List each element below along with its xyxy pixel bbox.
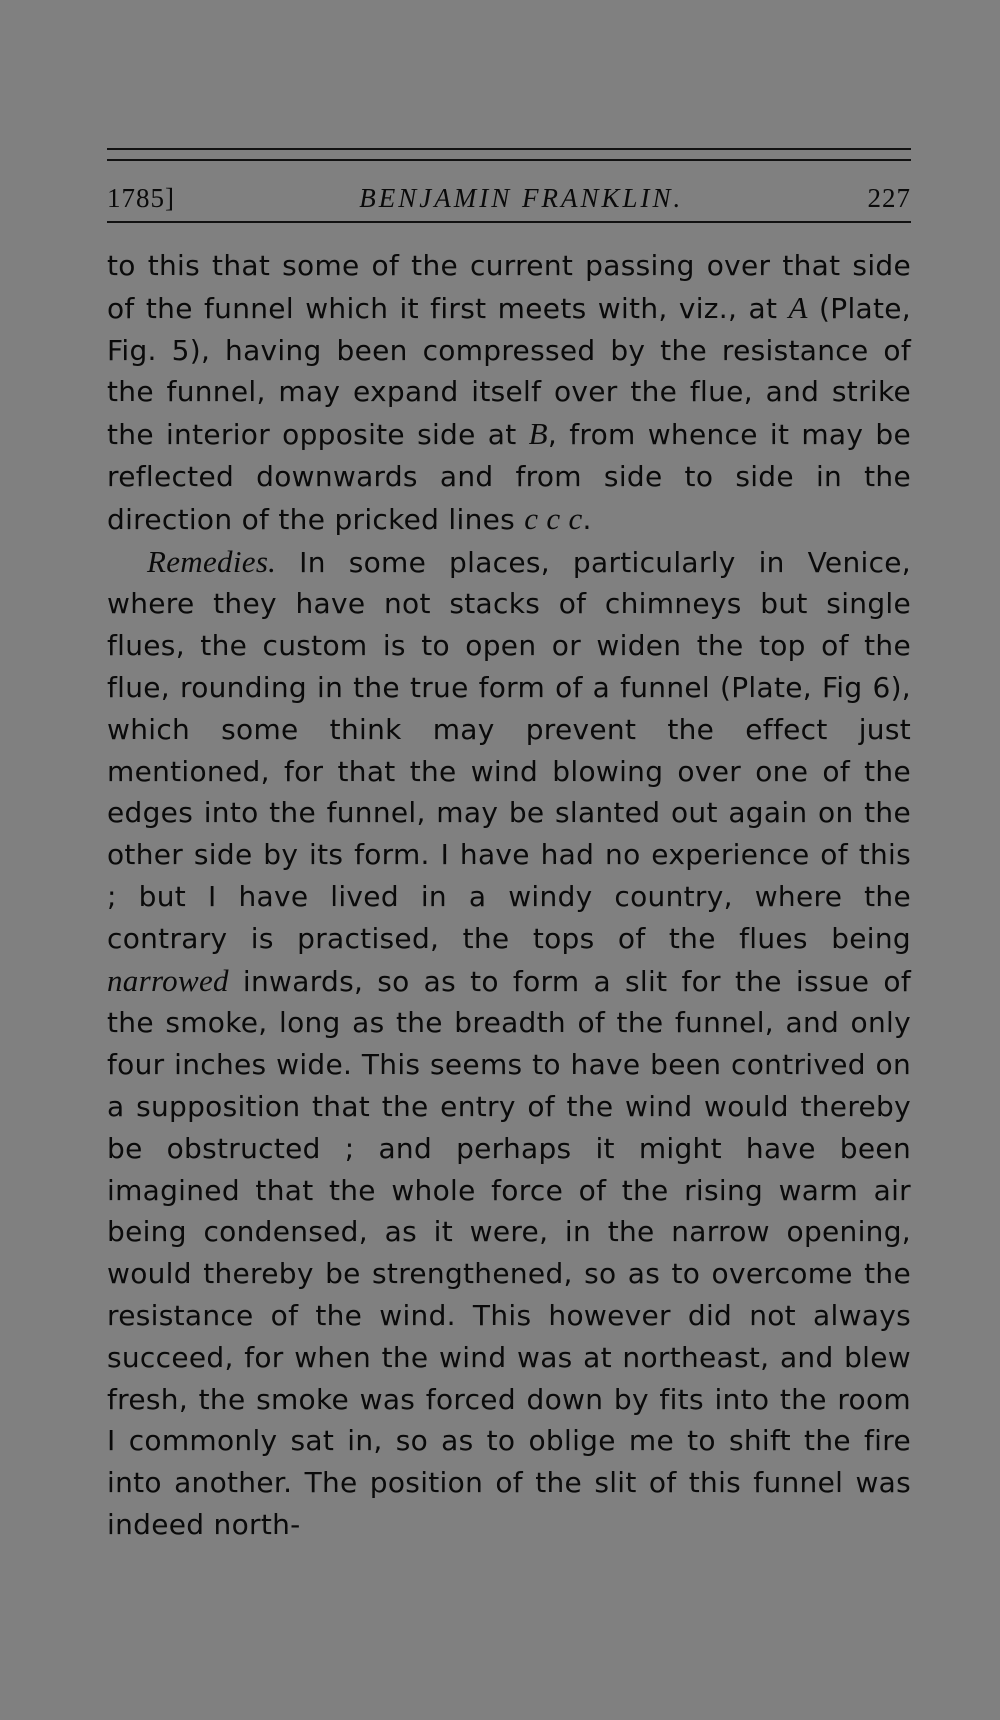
p2-italic-narrowed: narrowed — [107, 962, 229, 998]
p1-text-1: to this that some of the current passing over that side of the funnel which it first meets with, viz., at — [107, 249, 911, 325]
body-text — [107, 245, 911, 1546]
p1-text-4: . — [582, 502, 592, 536]
header-title: BENJAMIN FRANKLIN. — [359, 183, 684, 213]
paragraph-2 — [107, 541, 911, 1546]
p1-text-3: , from whence it may be reflected downwards and from side to side in the direction of the pricked lines — [107, 418, 911, 536]
top-double-rule — [107, 148, 911, 161]
p1-italic-b: B — [528, 416, 548, 452]
paragraph-1 — [107, 245, 911, 541]
page-number: 227 — [867, 183, 911, 213]
p2-text-2: inwards, so as to form a slit for the issue of the smoke, long as the breadth of the funnel, and only four inches wide. This seems to have been contrived on a supposition that the entry of the wind would thereby be obstructed ; and perhaps it might have been imagined that the whole force of the rising warm air being condensed, as it were, in the narrow opening, would thereby be strengthened, so as to overcome the resistance of the wind. This however did not always succeed, for when the wind was at northeast, and blew fresh, the smoke was forced down by fits into the room I commonly sat in, so as to oblige me to shift the fire into another. The position of the slit of this funnel was indeed north- — [107, 964, 911, 1541]
p1-italic-ccc: c c c — [524, 500, 583, 536]
running-head — [107, 181, 911, 223]
p2-italic-remedies: Remedies. — [147, 543, 277, 579]
book-page — [107, 148, 911, 1546]
p1-text-2: (Plate, Fig. 5), having been compressed by the resistance of the funnel, may expand itself over the flue, and strike the interior opposite side at — [107, 291, 912, 452]
header-year: 1785] — [107, 183, 175, 213]
p1-italic-a: A — [788, 289, 808, 325]
p2-text-1: In some places, particularly in Venice, where they have not stacks of chimneys but single flues, the custom is to open or widen the top of the flue, rounding in the true form of a funnel (Plate, Fig 6), which some think may prevent the effect just mentioned, for that the wind blowing over one of the edges into the funnel, may be slanted out again on the other side by its form. I have had no experience of this ; but I have lived in a windy country, where the contrary is practised, the tops of the flues being — [107, 545, 911, 955]
